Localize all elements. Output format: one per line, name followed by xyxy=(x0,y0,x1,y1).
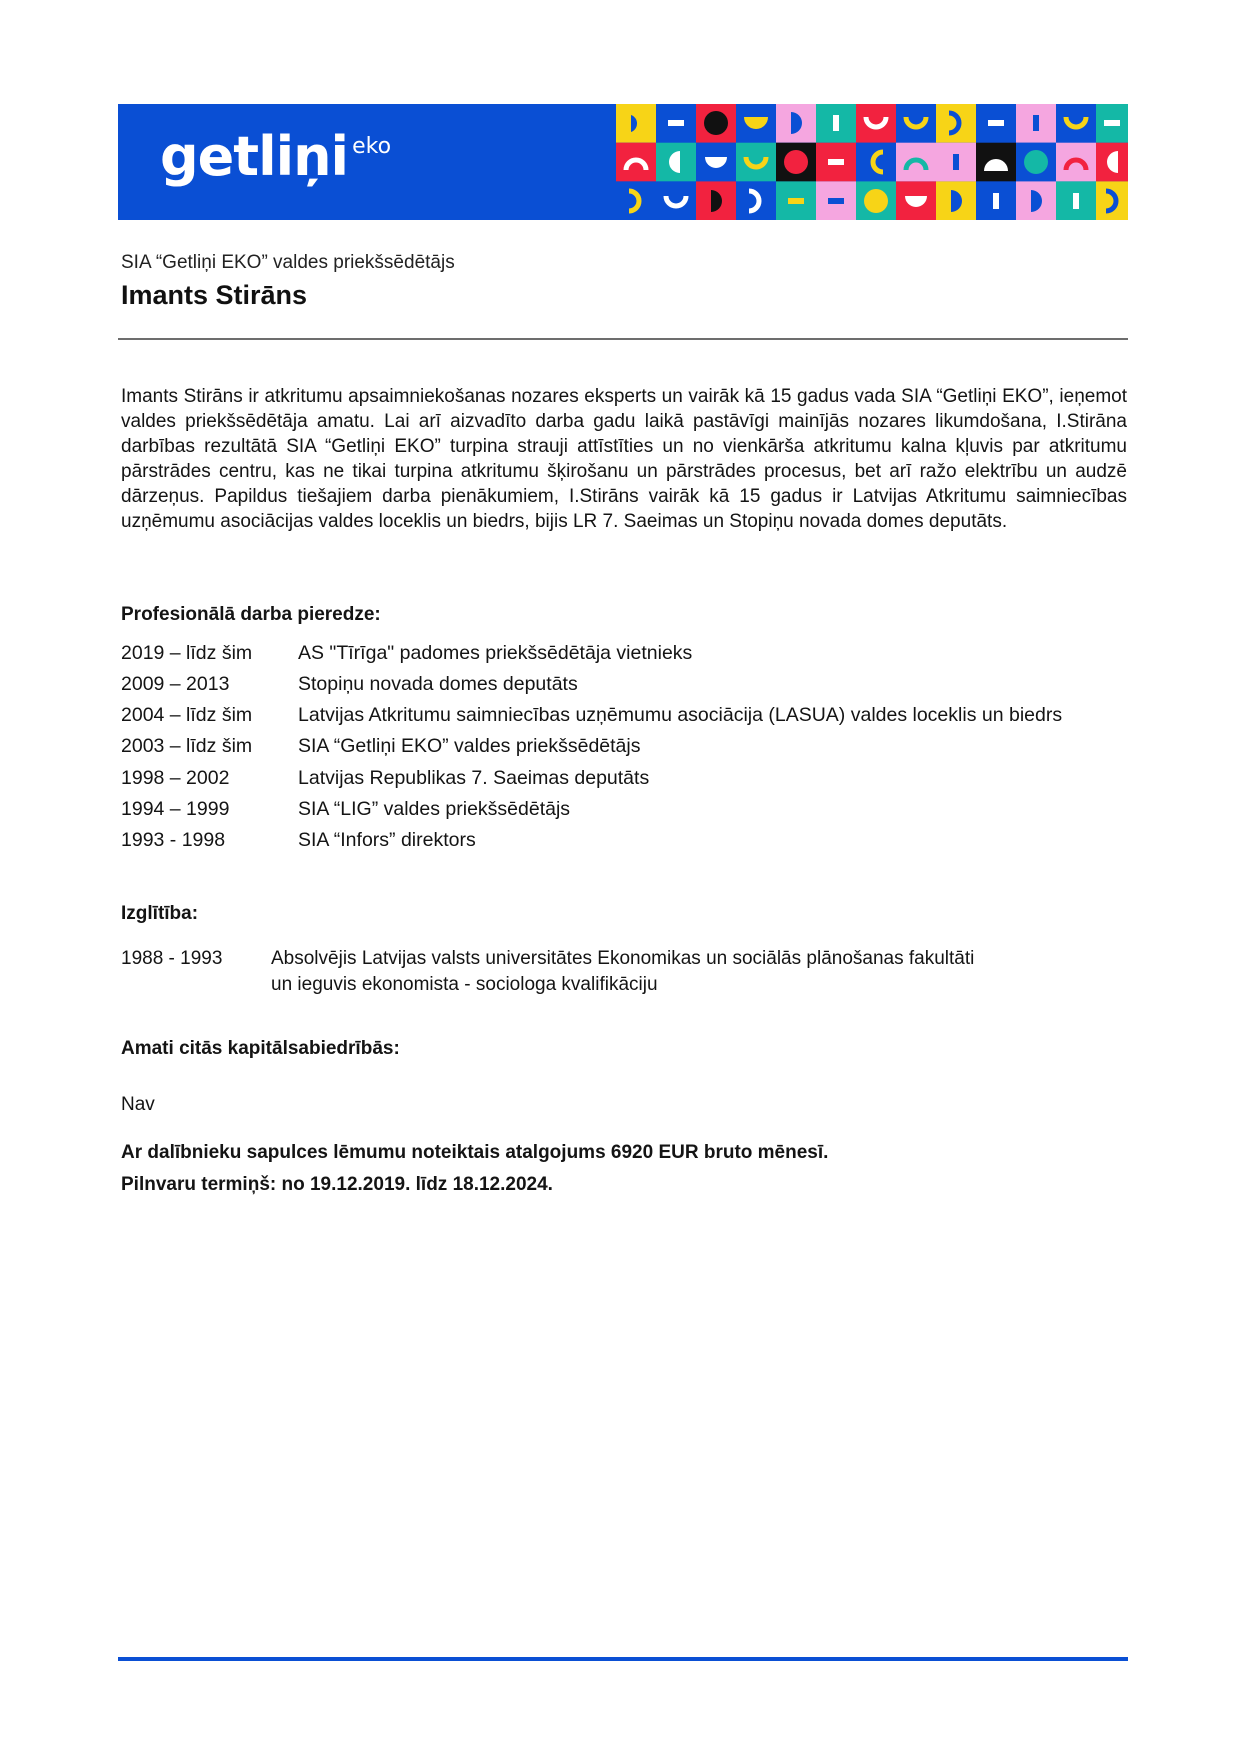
experience-role: SIA “LIG” valdes priekšsēdētājs xyxy=(298,798,571,820)
education-years: 1988 - 1993 xyxy=(121,948,223,969)
divider xyxy=(118,338,1128,340)
person-name: Imants Stirāns xyxy=(121,280,308,310)
header-banner xyxy=(118,104,1128,220)
salary-note: Ar dalībnieku sapulces lēmumu noteiktais atalgojums 6920 EUR bruto mēnesī. xyxy=(121,1142,829,1163)
other-positions-heading: Amati citās kapitālsabiedrībās: xyxy=(121,1038,400,1059)
logo-suffix: eko xyxy=(352,134,392,159)
experience-role: SIA “Getliņi EKO” valdes priekšsēdētājs xyxy=(298,735,641,757)
experience-heading: Profesionālā darba pieredze: xyxy=(121,604,381,625)
experience-years: 2009 – 2013 xyxy=(121,673,230,695)
position-subtitle: SIA “Getliņi EKO” valdes priekšsēdētājs xyxy=(121,252,455,273)
experience-role: Latvijas Republikas 7. Saeimas deputāts xyxy=(298,767,650,789)
education-line: Absolvējis Latvijas valsts universitātes Ekonomikas un sociālās plānošanas fakultāti xyxy=(271,948,975,969)
footer-divider xyxy=(118,1657,1128,1661)
experience-role: AS "Tīrīga" padomes priekšsēdētāja vietnieks xyxy=(298,642,693,664)
other-positions-value: Nav xyxy=(121,1094,155,1115)
experience-role: Latvijas Atkritumu saimniecības uzņēmumu asociācija (LASUA) valdes loceklis un biedrs xyxy=(298,704,1063,726)
experience-role: SIA “Infors” direktors xyxy=(298,829,476,851)
experience-years: 2004 – līdz šim xyxy=(121,704,253,726)
logo-wordmark: getliņi xyxy=(160,125,349,188)
education-line: un ieguvis ekonomista - sociologa kvalifikāciju xyxy=(271,974,658,995)
getlini-logo xyxy=(160,125,392,188)
term-note: Pilnvaru termiņš: no 19.12.2019. līdz 18.12.2024. xyxy=(121,1174,553,1195)
experience-years: 2003 – līdz šim xyxy=(121,735,253,757)
experience-role: Stopiņu novada domes deputāts xyxy=(298,673,578,695)
pattern-tiles-graphic xyxy=(616,104,1128,220)
education-description xyxy=(271,946,1091,998)
experience-years: 1994 – 1999 xyxy=(121,798,230,820)
intro-paragraph: Imants Stirāns ir atkritumu apsaimniekošanas nozares eksperts un vairāk kā 15 gadus vada SIA “Getliņi EKO”, ieņemot valdes priekšsēdētāja amatu. Lai arī aizvadīto darba gadu laikā pastāvīgi mainījās nozares likumdošana, I.Stirāna darbības rezultātā SIA “Getliņi EKO” turpina strauji attīstīties un no vienkārša atkritumu kalna kļuvis par atkritumu pārstrādes centru, kas ne tikai turpina atkritumu šķirošanu un pārstrādes procesus, bet arī ražo elektrību un audzē dārzeņus. Papildus tiešajiem darba pienākumiem, I.Stirāns vairāk kā 15 gadus ir Latvijas Atkritumu saimniecības uzņēmumu asociācijas valdes loceklis un biedrs, bijis LR 7. Saeimas un Stopiņu novada domes deputāts. xyxy=(121,386,1127,532)
experience-years: 1998 – 2002 xyxy=(121,767,230,789)
education-heading: Izglītība: xyxy=(121,903,199,924)
experience-years: 1993 - 1998 xyxy=(121,829,226,851)
experience-years: 2019 – līdz šim xyxy=(121,642,253,664)
